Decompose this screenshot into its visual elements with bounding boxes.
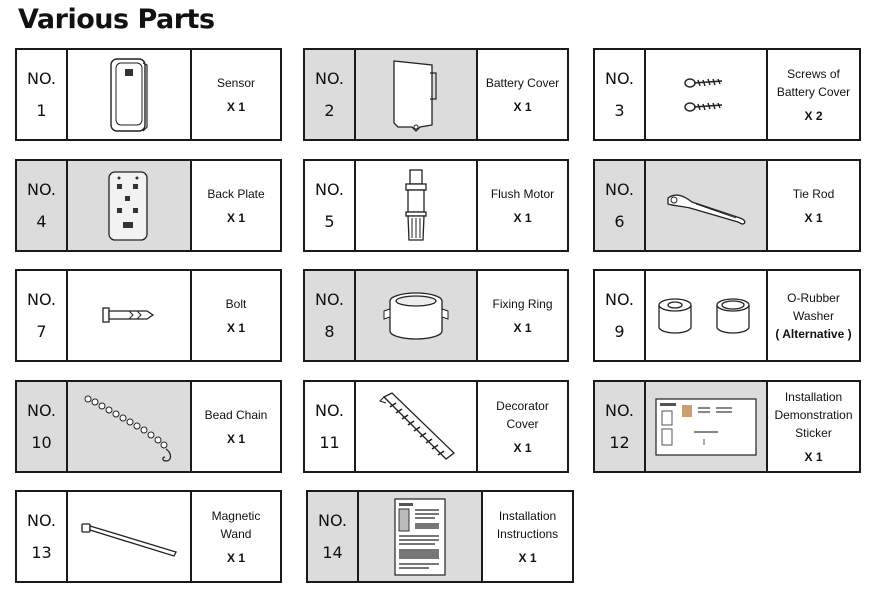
- bead-chain-icon: [68, 382, 192, 471]
- part-card-9: [593, 269, 861, 362]
- part-card-5: [303, 159, 569, 252]
- part-card-11: [303, 380, 569, 473]
- part-number: NO. 1: [17, 50, 68, 139]
- screws-icon: [646, 50, 768, 139]
- part-label: Tie Rod X 1: [768, 161, 859, 250]
- instructions-icon: [359, 492, 483, 581]
- part-label: Installation Demonstration Sticker X 1: [768, 382, 859, 471]
- washer-icon: [646, 271, 768, 360]
- part-card-1: [15, 48, 282, 141]
- part-number: NO. 10: [17, 382, 68, 471]
- part-card-6: [593, 159, 861, 252]
- part-label: O-Rubber Washer ( Alternative ): [775, 290, 852, 341]
- decorator-cover-icon: [356, 382, 478, 471]
- part-label: Screws of Battery Cover X 2: [776, 66, 851, 123]
- part-card-10: [15, 380, 282, 473]
- back-plate-icon: [68, 161, 192, 250]
- part-label: Sensor X 1: [216, 75, 256, 114]
- part-number: NO. 3: [595, 50, 646, 139]
- part-card-8: [303, 269, 569, 362]
- part-label: Back Plate X 1: [192, 161, 280, 250]
- part-number: NO. 5: [305, 161, 356, 250]
- part-card-14: [306, 490, 574, 583]
- part-number: NO. 11: [305, 382, 356, 471]
- part-card-3: [593, 48, 861, 141]
- bolt-icon: [68, 271, 192, 360]
- part-label: Fixing Ring X 1: [478, 271, 567, 360]
- part-number: NO. 12: [595, 382, 646, 471]
- part-label: Flush Motor X 1: [490, 186, 555, 225]
- part-number: NO. 4: [17, 161, 68, 250]
- part-number: NO. 9: [595, 271, 646, 360]
- part-number: NO. 14: [308, 492, 359, 581]
- part-label: Bolt X 1: [225, 296, 247, 335]
- part-number: NO. 8: [305, 271, 356, 360]
- sensor-icon: [68, 50, 192, 139]
- part-label: Magnetic Wand X 1: [211, 508, 261, 565]
- part-number: NO. 13: [17, 492, 68, 581]
- magnetic-wand-icon: [68, 492, 192, 581]
- page-title: Various Parts: [18, 4, 215, 35]
- part-card-2: [303, 48, 569, 141]
- part-label: Battery Cover X 1: [478, 50, 567, 139]
- part-number: NO. 2: [305, 50, 356, 139]
- fixing-ring-icon: [356, 271, 478, 360]
- part-label: Decorator Cover X 1: [496, 398, 549, 455]
- flush-motor-icon: [356, 161, 478, 250]
- part-card-13: [15, 490, 282, 583]
- battery-cover-icon: [356, 50, 478, 139]
- part-label: Installation Instructions X 1: [483, 492, 572, 581]
- part-number: NO. 6: [595, 161, 646, 250]
- part-label: Bead Chain X 1: [192, 382, 280, 471]
- part-card-7: [15, 269, 282, 362]
- sticker-icon: [646, 382, 768, 471]
- part-number: NO. 7: [17, 271, 68, 360]
- part-card-12: [593, 380, 861, 473]
- part-card-4: [15, 159, 282, 252]
- tie-rod-icon: [646, 161, 768, 250]
